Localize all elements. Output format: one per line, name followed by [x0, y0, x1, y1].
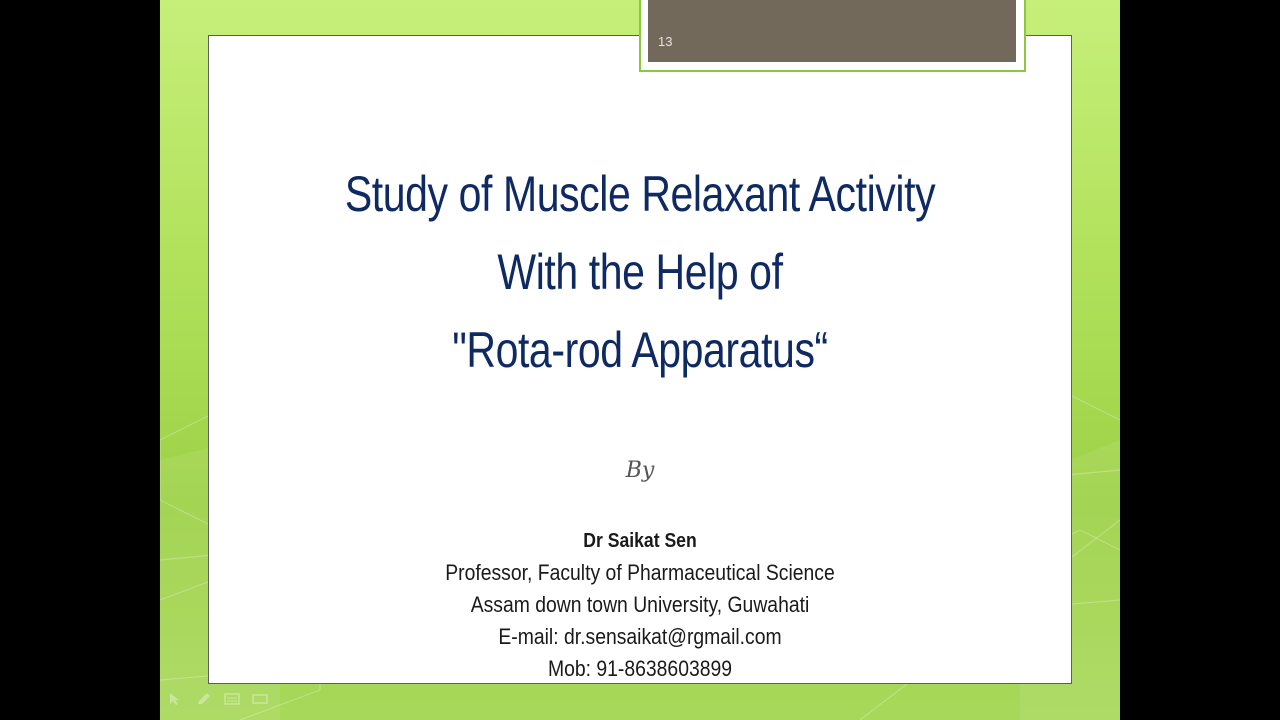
- slides-icon[interactable]: [224, 692, 240, 706]
- author-name: Dr Saikat Sen: [583, 530, 697, 552]
- slide-number: 13: [658, 34, 673, 49]
- slide-number-tab-fill: [648, 0, 1016, 62]
- title-line-1: Study of Muscle Relaxant Activity: [344, 166, 936, 222]
- author-email: E-mail: dr.sensaikat@rgmail.com: [498, 624, 782, 649]
- slideshow-controls: [168, 692, 268, 710]
- author-institution: Assam down town University, Guwahati: [470, 592, 810, 617]
- author-mobile: Mob: 91-8638603899: [547, 656, 733, 681]
- pointer-icon[interactable]: [168, 692, 184, 706]
- author-block: [208, 525, 1072, 685]
- by-label: By: [625, 458, 655, 483]
- pen-icon[interactable]: [196, 692, 212, 706]
- title-line-2: With the Help of: [497, 244, 783, 300]
- title-line-3: "Rota-rod Apparatus“: [452, 322, 828, 378]
- slide-title: [286, 155, 994, 389]
- more-icon[interactable]: [252, 692, 268, 706]
- author-position: Professor, Faculty of Pharmaceutical Science: [445, 560, 835, 585]
